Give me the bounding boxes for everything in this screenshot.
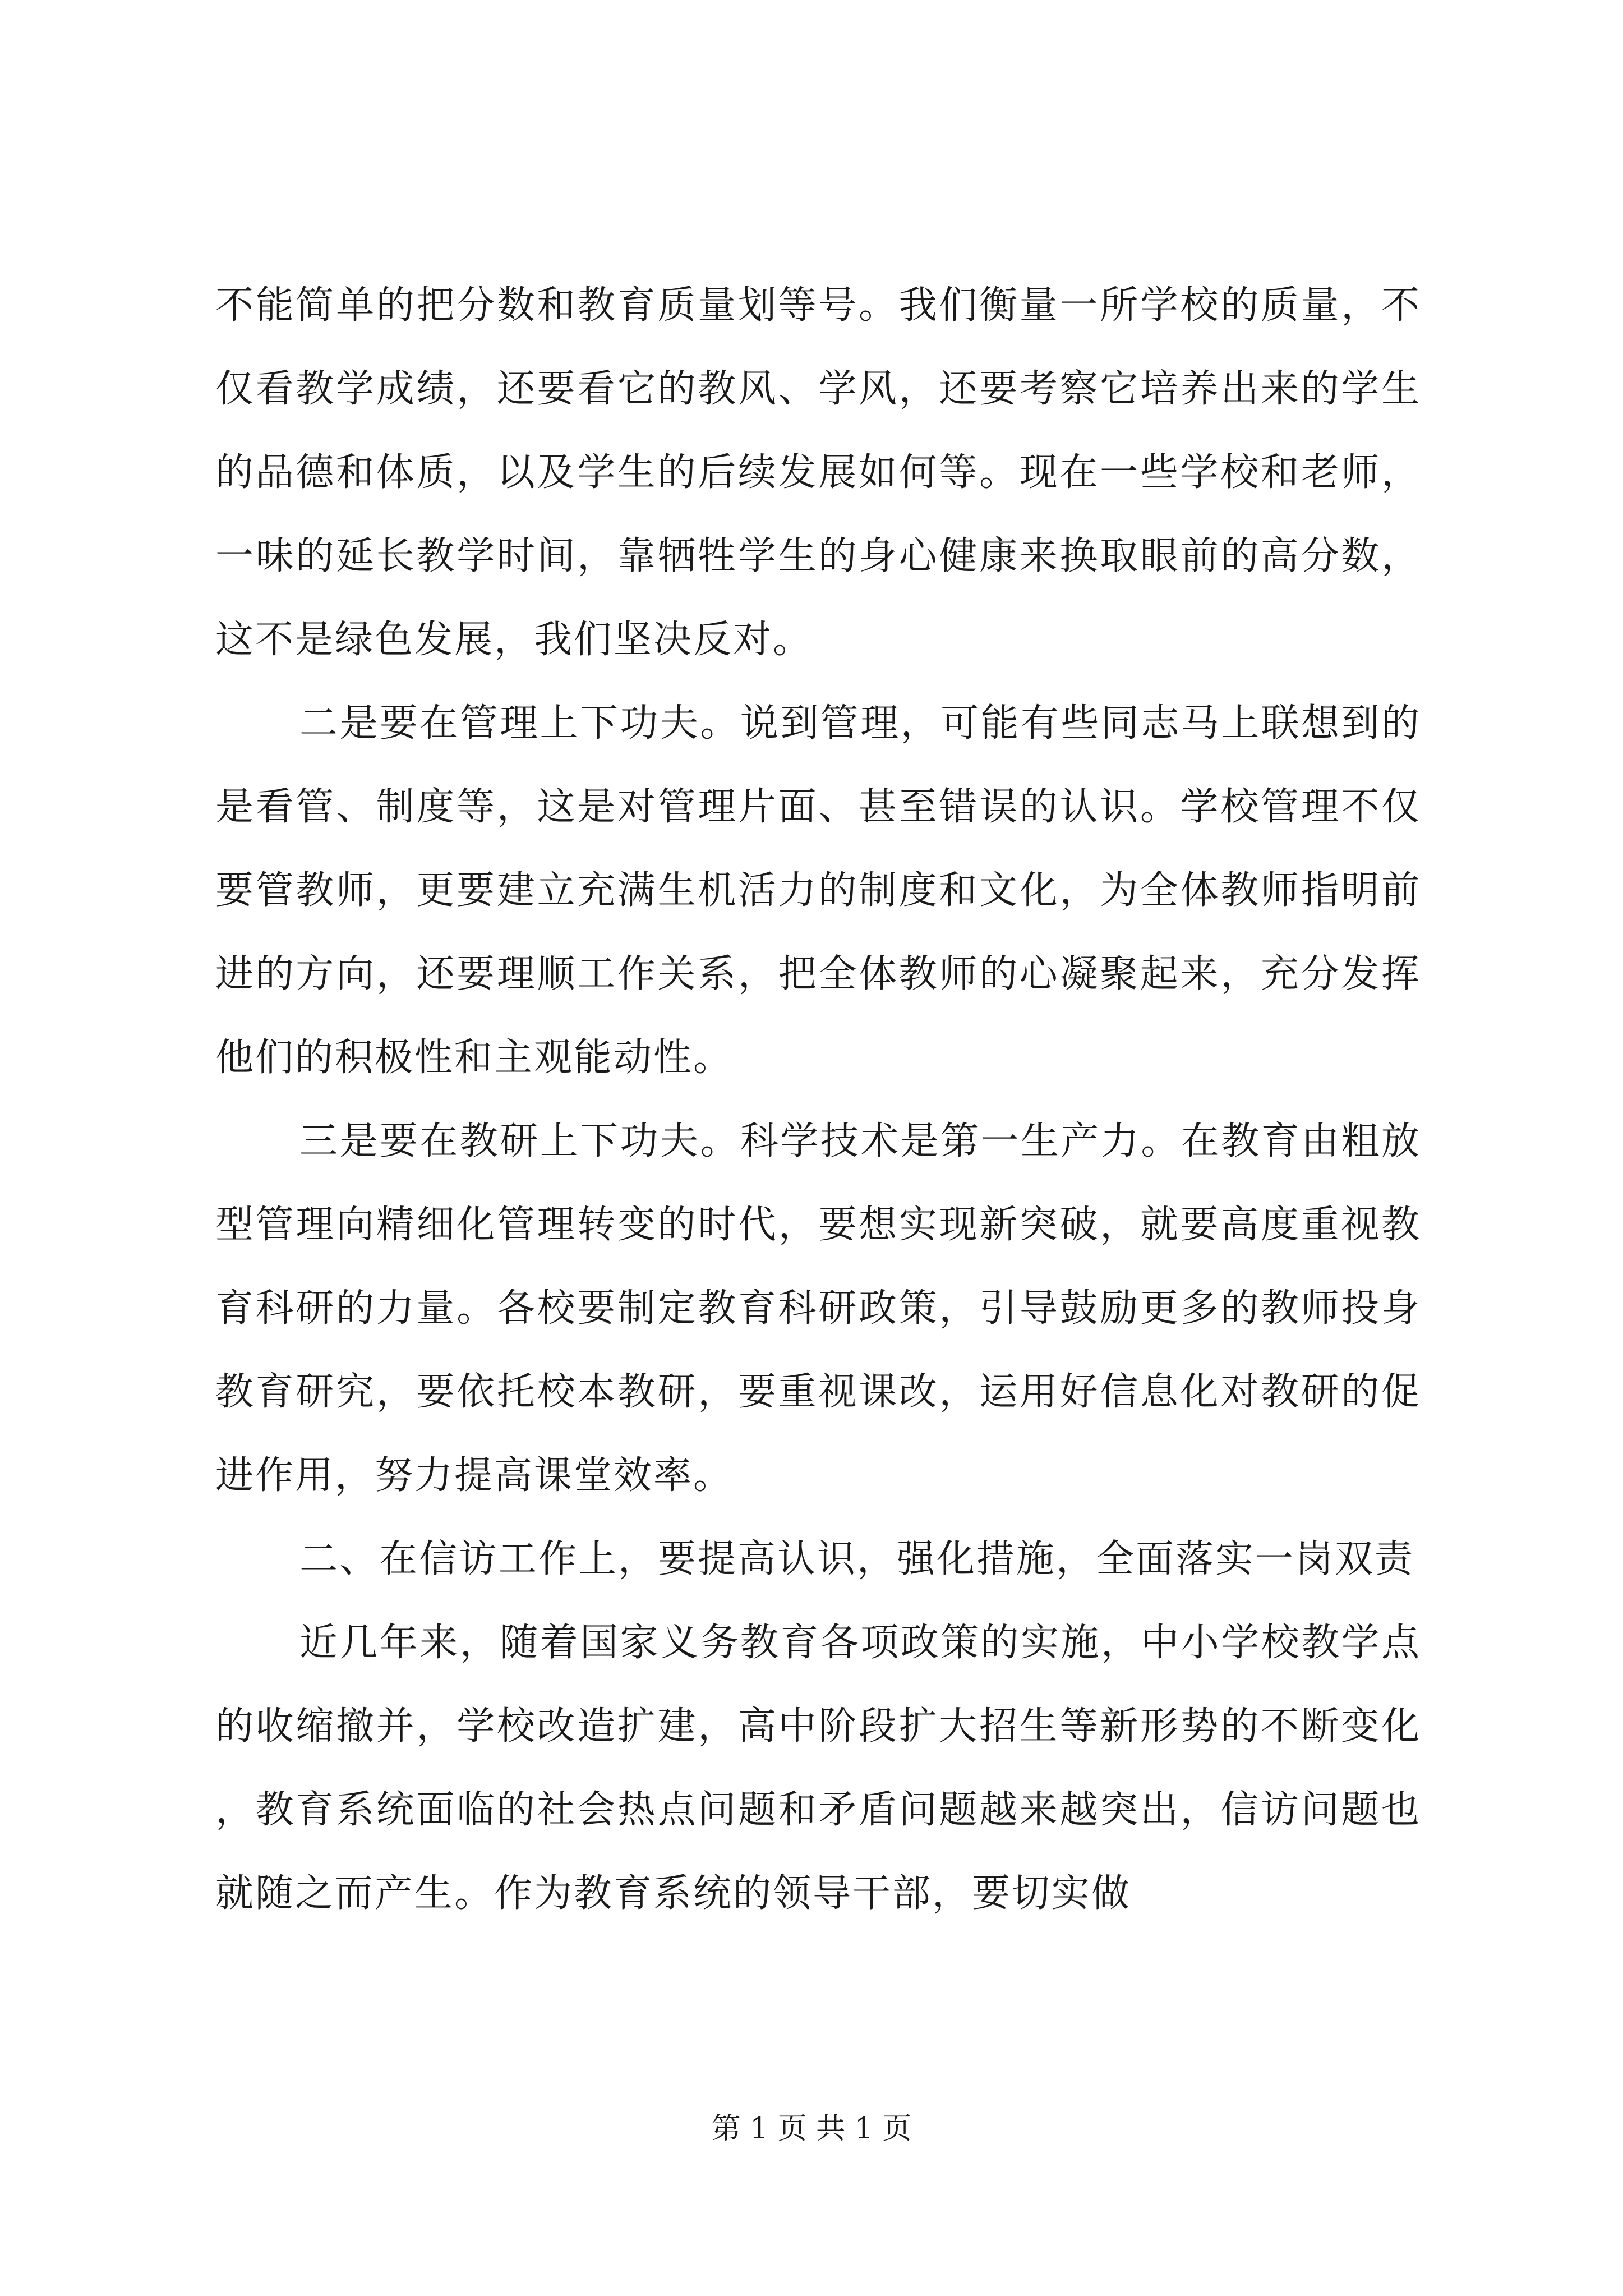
section-heading-2: 二、在信访工作上，要提高认识，强化措施，全面落实一岗双责: [299, 1537, 1415, 1581]
document-body: [215, 264, 1421, 1935]
page-footer: 第 1 页 共 1 页: [711, 2112, 912, 2146]
paragraph-1: 不能简单的把分数和教育质量划等号。我们衡量一所学校的质量，不仅看教学成绩，还要看它的教风、学风，还要考察它培养出来的学生的品德和体质，以及学生的后续发展如何等。现在一些学校和老师，一味的延长教学时间，靠牺牲学生的身心健康来换取眼前的高分数，这不是绿色发展，我们坚决反对。: [215, 283, 1421, 662]
paragraph-2: 二是要在管理上下功夫。说到管理，可能有些同志马上联想到的是看管、制度等，这是对管理片面、甚至错误的认识。学校管理不仅要管教师，更要建立充满生机活力的制度和文化，为全体教师指明前进的方向，还要理顺工作关系，把全体教师的心凝聚起来，充分发挥他们的积极性和主观能动性。: [215, 701, 1421, 1080]
paragraph-5: 近几年来，随着国家义务教育各项政策的实施，中小学校教学点的收缩撤并，学校改造扩建，高中阶段扩大招生等新形势的不断变化，教育系统面临的社会热点问题和矛盾问题越来越突出，信访问题也就随之而产生。作为教育系统的领导干部，要切实做: [215, 1621, 1421, 1916]
paragraph-3: 三是要在教研上下功夫。科学技术是第一生产力。在教育由粗放型管理向精细化管理转变的时代，要想实现新突破，就要高度重视教育科研的力量。各校要制定教育科研政策，引导鼓励更多的教师投身教育研究，要依托校本教研，要重视课改，运用好信息化对教研的促进作用，努力提高课堂效率。: [215, 1119, 1421, 1498]
